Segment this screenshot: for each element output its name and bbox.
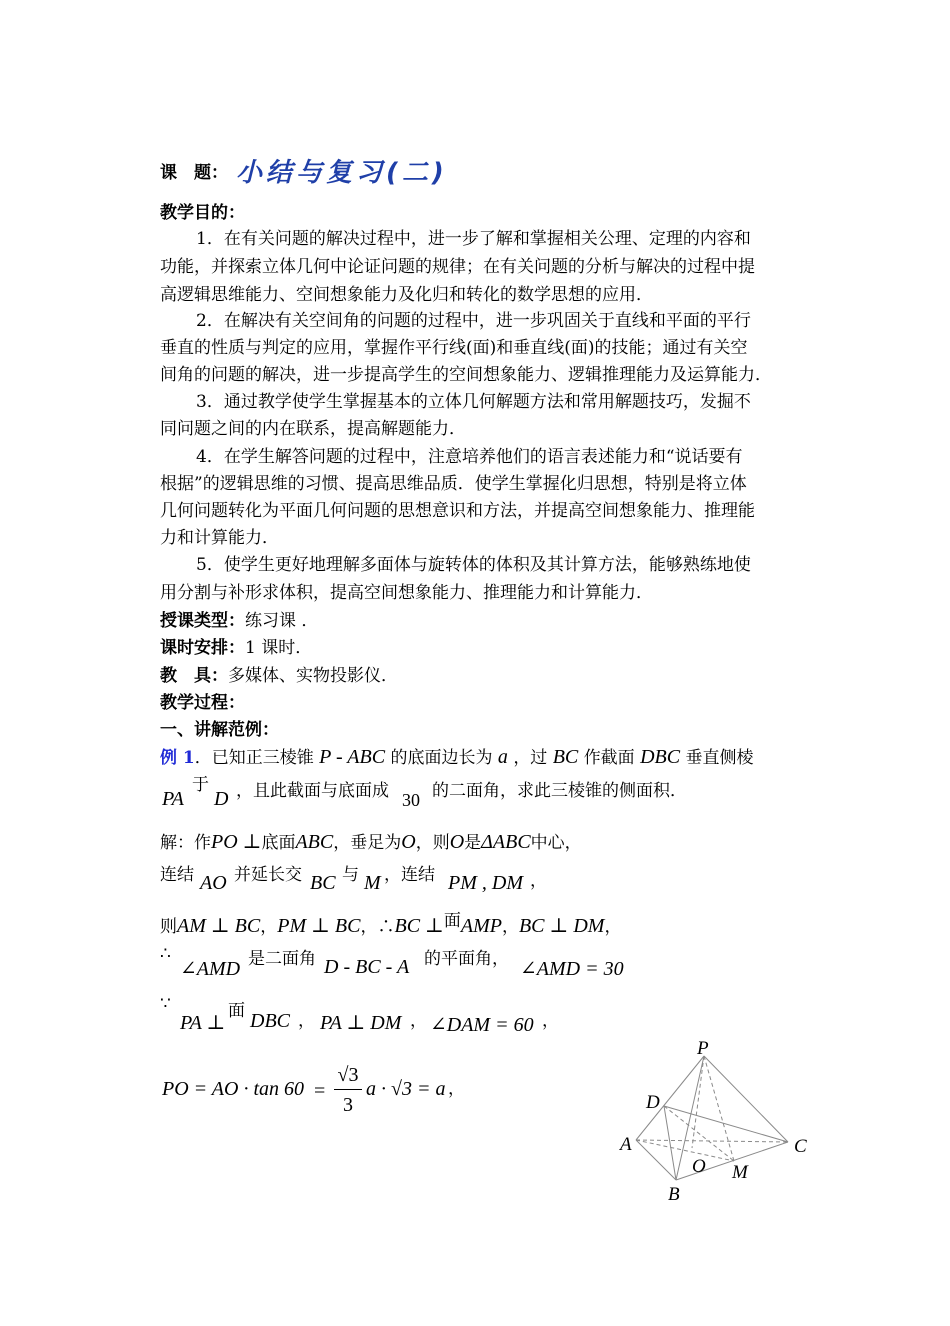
solution-text: ， <box>298 1011 315 1031</box>
math-expr: AM ⊥ BC <box>177 915 261 937</box>
vertex-label-o: O <box>692 1156 706 1177</box>
math-expr: PA <box>162 788 184 810</box>
math-expr: PA ⊥ <box>180 1012 226 1034</box>
lesson-type-value: 练习课 ． <box>245 611 319 631</box>
lesson-time-label: 课时安排： <box>160 638 245 658</box>
example-text: ，且此截面与底面成 <box>236 781 389 801</box>
example-text: 作截面 <box>583 748 635 768</box>
math-expr: DBC <box>250 1010 290 1032</box>
objective-5-line-2: 用分割与补形求体积，提高空间想象能力、推理能力和计算能力． <box>160 583 653 603</box>
solution-text: ，则 <box>415 833 450 853</box>
lesson-type-label: 授课类型： <box>160 611 245 631</box>
solution-text: ，∴ <box>360 917 395 937</box>
lesson-time-row <box>160 635 312 661</box>
math-expr: P - ABC <box>319 746 386 768</box>
math-expr: AMP <box>460 915 502 937</box>
math-expr: D <box>214 788 229 810</box>
math-expr: DBC <box>640 746 681 768</box>
math-expr: BC <box>310 872 336 894</box>
math-expr: O <box>401 831 416 853</box>
lesson-time-value: 1 课时． <box>245 638 313 658</box>
solution-text: ∴ <box>160 944 171 964</box>
pyramid-figure <box>600 1030 830 1210</box>
objective-3-line-1: 3．通过教学使学生掌握基本的立体几何解题方法和常用解题技巧，发掘不 <box>196 392 751 412</box>
fraction-bar <box>334 1089 362 1090</box>
objective-4-line-4: 力和计算能力． <box>160 528 279 548</box>
solution-text: 面 <box>443 911 461 931</box>
section-heading: 一、讲解范例： <box>160 720 279 740</box>
math-expr: PO ⊥ <box>211 831 262 853</box>
math-expr: BC ⊥ <box>394 915 444 937</box>
vertex-label-p: P <box>697 1038 709 1059</box>
example-text: 垂直侧棱 <box>685 748 754 768</box>
tools-value: 多媒体、实物投影仪． <box>228 666 398 686</box>
solution-text: ，连结 <box>384 865 435 885</box>
math-expr: ∠AMD = 30 <box>520 958 624 980</box>
math-expr: ∠DAM = 60 <box>430 1014 534 1036</box>
example-1-label: 例 1 <box>160 748 195 768</box>
example-text: 的二面角，求此三棱锥的侧面积． <box>432 781 687 801</box>
math-expr: ABC <box>295 831 334 853</box>
math-expr: PM ⊥ BC <box>277 915 361 937</box>
solution-text: 解：作 <box>160 833 211 853</box>
process-label: 教学过程： <box>160 693 245 713</box>
segment-dm-hidden <box>664 1106 734 1161</box>
math-expr: PM , DM <box>448 872 523 894</box>
segment-am-hidden <box>636 1140 734 1161</box>
solution-text: ， <box>604 917 622 937</box>
math-expr: a · √3 = a <box>366 1078 446 1100</box>
solution-text: ，垂足为 <box>333 833 402 853</box>
vertex-label-d: D <box>646 1092 660 1113</box>
lesson-title: 小结与复习(二) <box>236 158 448 188</box>
math-expr: BC ⊥ DM <box>518 915 605 937</box>
fraction-denominator: 3 <box>343 1094 353 1116</box>
math-expr: PA ⊥ DM <box>320 1012 402 1034</box>
example-1-line-1 <box>160 744 754 771</box>
objective-4-line-1: 4．在学生解答问题的过程中，注意培养他们的语言表述能力和“说话要有 <box>196 447 743 467</box>
fraction-numerator: √3 <box>337 1064 359 1086</box>
math-expr: a <box>497 746 508 768</box>
edge-ac-hidden <box>636 1140 788 1142</box>
math-expr: BC <box>552 746 579 768</box>
solution-text: 与 <box>342 865 359 885</box>
solution-text: ， <box>542 1011 559 1031</box>
math-expr: = <box>314 1080 326 1102</box>
objective-2-line-2: 垂直的性质与判定的应用，掌握作平行线(面)和垂直线(面)的技能；通过有关空 <box>160 338 748 358</box>
example-text: ，过 <box>513 748 548 768</box>
vertex-label-a: A <box>620 1134 632 1155</box>
solution-text: ， <box>530 871 547 891</box>
tools-row <box>160 663 398 689</box>
objective-5-line-1: 5．使学生更好地理解多面体与旋转体的体积及其计算方法，能够熟练地使 <box>196 555 751 575</box>
solution-text: ∵ <box>160 994 171 1014</box>
math-expr: D - BC - A <box>324 956 410 978</box>
solution-text: ， <box>260 917 278 937</box>
objective-1-line-2: 功能，并探索立体几何中论证问题的规律；在有关问题的分析与解决的过程中提 <box>160 257 755 277</box>
math-expr: PO = AO · tan 60 <box>162 1078 305 1100</box>
solution-text: 并延长交 <box>234 865 302 885</box>
solution-text: 中心， <box>530 833 582 853</box>
solution-text: 则 <box>160 917 177 937</box>
solution-text: 的平面角， <box>424 949 509 969</box>
vertex-label-c: C <box>794 1136 807 1157</box>
vertex-label-m: M <box>732 1162 748 1183</box>
math-expr: AO <box>200 872 227 894</box>
example-text: ．已知正三棱锥 <box>194 748 314 768</box>
solution-text: 面 <box>228 1001 245 1021</box>
objective-4-line-3: 几何问题转化为平面几何问题的思想意识和方法，并提高空间想象能力、推理能 <box>160 501 755 521</box>
tools-label: 教 具： <box>160 666 228 686</box>
solution-text: ， <box>448 1079 465 1099</box>
math-expr: M <box>364 872 381 894</box>
objective-3-line-2: 同问题之间的内在联系，提高解题能力． <box>160 419 466 439</box>
solution-text: ， <box>501 917 519 937</box>
solution-text: 连结 <box>160 865 194 885</box>
segment-dc <box>664 1106 788 1142</box>
course-label: 课 题： <box>160 163 228 183</box>
solution-text: 是 <box>464 833 482 853</box>
solution-line-1 <box>160 828 582 854</box>
math-expr: ΔABC <box>481 831 531 853</box>
math-expr: ∠AMD <box>180 958 241 980</box>
objective-2-line-1: 2．在解决有关空间角的问题的过程中，进一步巩固关于直线和平面的平行 <box>196 311 751 331</box>
math-expr: 30 <box>402 790 420 810</box>
example-text: 于 <box>192 775 209 795</box>
objectives-heading: 教学目的： <box>160 203 245 223</box>
objective-1-line-1: 1．在有关问题的解决过程中，进一步了解和掌握相关公理、定理的内容和 <box>196 229 751 249</box>
objective-4-line-2: 根据”的逻辑思维的习惯、提高思维品质．使学生掌握化归思想，特别是将立体 <box>160 474 747 494</box>
objective-2-line-3: 间角的问题的解决，进一步提高学生的空间想象能力、逻辑推理能力及运算能力． <box>160 365 772 385</box>
solution-line-3 <box>160 912 621 938</box>
segment-db <box>664 1106 676 1180</box>
solution-text: ， <box>410 1011 427 1031</box>
math-expr: O <box>449 831 465 853</box>
vertex-label-b: B <box>668 1184 680 1205</box>
lesson-type-row <box>160 608 318 634</box>
solution-text: 是二面角 <box>248 949 316 969</box>
objective-1-line-3: 高逻辑思维能力、空间想象能力及化归和转化的数学思想的应用． <box>160 285 653 305</box>
example-text: 的底面边长为 <box>390 748 493 768</box>
solution-text: 底面 <box>261 833 296 853</box>
